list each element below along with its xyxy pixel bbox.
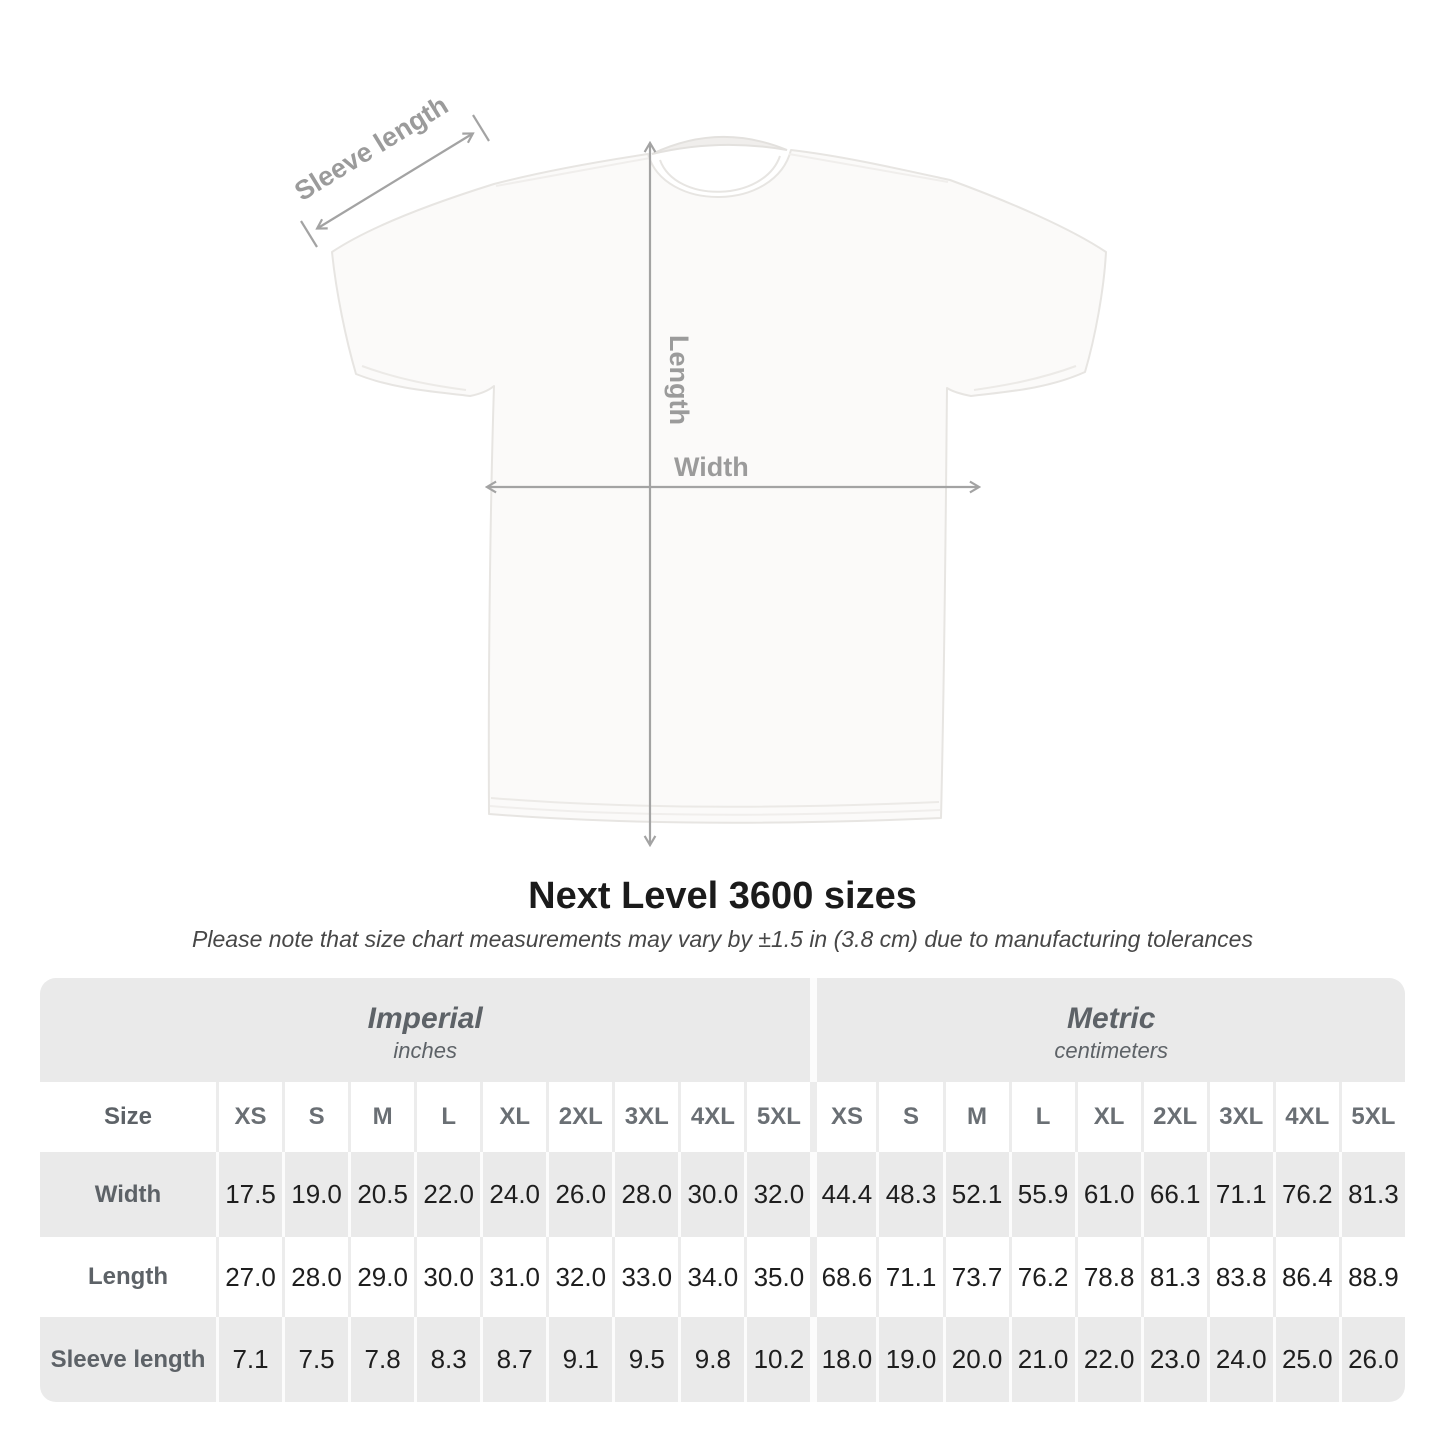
size-col-header: 4XL — [678, 1082, 744, 1152]
width-value-cell: 66.1 — [1141, 1152, 1207, 1237]
sleeve-value-cell: 18.0 — [810, 1317, 876, 1402]
width-value-cell: 48.3 — [876, 1152, 942, 1237]
imperial-title: Imperial — [367, 1002, 483, 1035]
length-value-cell: 32.0 — [546, 1237, 612, 1317]
length-value-cell: 86.4 — [1273, 1237, 1339, 1317]
width-value-cell: 28.0 — [612, 1152, 678, 1237]
row-label-length: Length — [40, 1237, 216, 1317]
width-value-cell: 71.1 — [1207, 1152, 1273, 1237]
length-value-cell: 35.0 — [744, 1237, 810, 1317]
row-label-width: Width — [40, 1152, 216, 1237]
size-chart-table — [40, 978, 1405, 1402]
size-col-header: 4XL — [1273, 1082, 1339, 1152]
size-col-header: 2XL — [546, 1082, 612, 1152]
units-header-row — [40, 978, 1405, 1082]
sleeve-value-cell: 7.1 — [216, 1317, 282, 1402]
sleeve-value-cell: 8.3 — [414, 1317, 480, 1402]
size-col-header: S — [282, 1082, 348, 1152]
size-col-header: M — [943, 1082, 1009, 1152]
length-value-cell: 88.9 — [1339, 1237, 1405, 1317]
length-value-cell: 34.0 — [678, 1237, 744, 1317]
size-col-header: XL — [1075, 1082, 1141, 1152]
size-col-header: XS — [216, 1082, 282, 1152]
width-value-cell: 24.0 — [480, 1152, 546, 1237]
sleeve-value-cell: 10.2 — [744, 1317, 810, 1402]
size-col-header: S — [876, 1082, 942, 1152]
size-col-header: XL — [480, 1082, 546, 1152]
length-label: Length — [664, 335, 694, 425]
sleeve-value-cell: 19.0 — [876, 1317, 942, 1402]
imperial-header — [40, 978, 810, 1082]
size-col-header: L — [414, 1082, 480, 1152]
size-col-header: 3XL — [1207, 1082, 1273, 1152]
length-value-cell: 71.1 — [876, 1237, 942, 1317]
width-value-cell: 61.0 — [1075, 1152, 1141, 1237]
sleeve-value-cell: 9.5 — [612, 1317, 678, 1402]
sleeve-value-cell: 22.0 — [1075, 1317, 1141, 1402]
sleeve-value-cell: 8.7 — [480, 1317, 546, 1402]
size-col-header: 2XL — [1141, 1082, 1207, 1152]
sleeve-value-cell: 26.0 — [1339, 1317, 1405, 1402]
size-col-header: 5XL — [744, 1082, 810, 1152]
sleeve-value-cell: 7.5 — [282, 1317, 348, 1402]
length-value-cell: 31.0 — [480, 1237, 546, 1317]
width-row — [40, 1152, 1405, 1237]
length-row — [40, 1237, 1405, 1317]
sleeve-length-row — [40, 1317, 1405, 1402]
length-value-cell: 83.8 — [1207, 1237, 1273, 1317]
row-label-sleeve-length: Sleeve length — [40, 1317, 216, 1402]
length-value-cell: 28.0 — [282, 1237, 348, 1317]
length-value-cell: 29.0 — [348, 1237, 414, 1317]
sleeve-value-cell: 23.0 — [1141, 1317, 1207, 1402]
width-value-cell: 76.2 — [1273, 1152, 1339, 1237]
sleeve-value-cell: 20.0 — [943, 1317, 1009, 1402]
size-header-row — [40, 1082, 1405, 1152]
width-value-cell: 17.5 — [216, 1152, 282, 1237]
sleeve-value-cell: 9.1 — [546, 1317, 612, 1402]
sleeve-value-cell: 21.0 — [1009, 1317, 1075, 1402]
sleeve-value-cell: 24.0 — [1207, 1317, 1273, 1402]
metric-header — [810, 978, 1405, 1082]
length-value-cell: 33.0 — [612, 1237, 678, 1317]
size-col-header: M — [348, 1082, 414, 1152]
width-value-cell: 19.0 — [282, 1152, 348, 1237]
size-col-header: L — [1009, 1082, 1075, 1152]
width-value-cell: 30.0 — [678, 1152, 744, 1237]
metric-title: Metric — [1067, 1002, 1156, 1035]
length-value-cell: 27.0 — [216, 1237, 282, 1317]
width-value-cell: 52.1 — [943, 1152, 1009, 1237]
page-title: Next Level 3600 sizes — [528, 875, 917, 917]
sleeve-length-label: Sleeve length — [289, 89, 454, 207]
sleeve-value-cell: 9.8 — [678, 1317, 744, 1402]
width-value-cell: 26.0 — [546, 1152, 612, 1237]
width-label: Width — [674, 452, 749, 482]
size-col-header: 3XL — [612, 1082, 678, 1152]
metric-unit: centimeters — [1054, 1038, 1169, 1063]
length-value-cell: 78.8 — [1075, 1237, 1141, 1317]
width-value-cell: 22.0 — [414, 1152, 480, 1237]
length-value-cell: 68.6 — [810, 1237, 876, 1317]
width-value-cell: 81.3 — [1339, 1152, 1405, 1237]
row-label-size: Size — [40, 1082, 216, 1152]
tolerance-note: Please note that size chart measurements may vary by ±1.5 in (3.8 cm) due to manufacturing tolerances — [192, 926, 1253, 952]
imperial-unit: inches — [393, 1038, 457, 1063]
length-value-cell: 30.0 — [414, 1237, 480, 1317]
sleeve-value-cell: 7.8 — [348, 1317, 414, 1402]
length-value-cell: 76.2 — [1009, 1237, 1075, 1317]
width-value-cell: 32.0 — [744, 1152, 810, 1237]
size-chart-table-container — [40, 978, 1405, 1402]
width-value-cell: 20.5 — [348, 1152, 414, 1237]
sleeve-value-cell: 25.0 — [1273, 1317, 1339, 1402]
width-value-cell: 55.9 — [1009, 1152, 1075, 1237]
length-value-cell: 81.3 — [1141, 1237, 1207, 1317]
size-col-header: XS — [810, 1082, 876, 1152]
length-value-cell: 73.7 — [943, 1237, 1009, 1317]
size-col-header: 5XL — [1339, 1082, 1405, 1152]
width-value-cell: 44.4 — [810, 1152, 876, 1237]
